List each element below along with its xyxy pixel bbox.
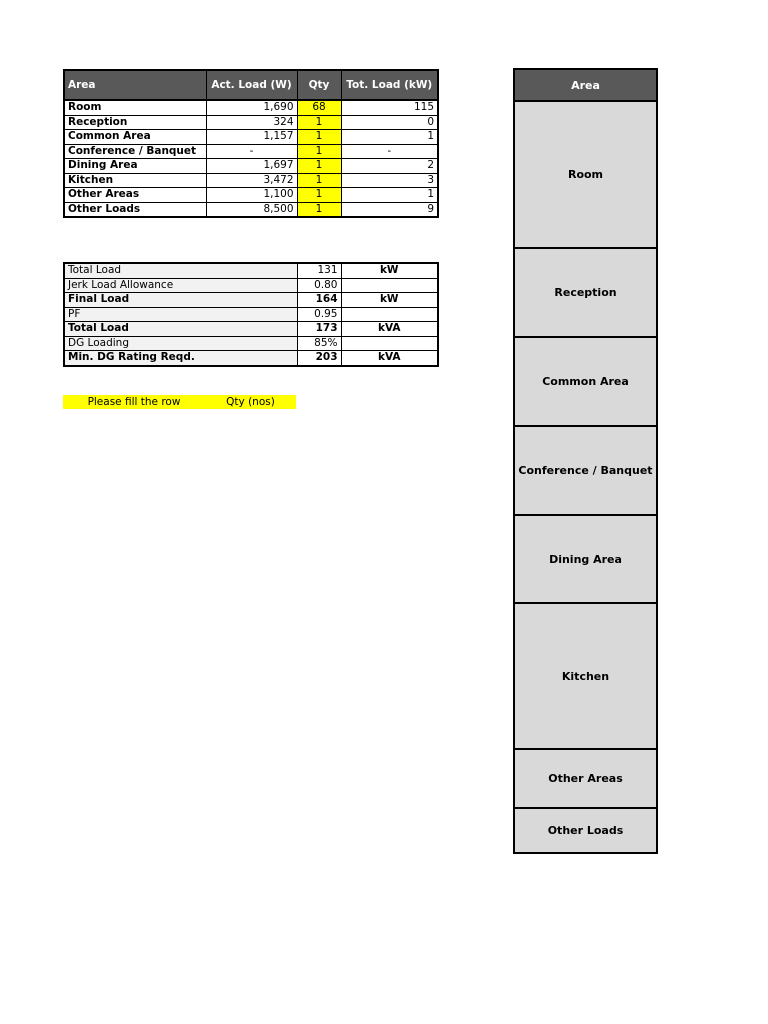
summary-unit: kW — [341, 263, 438, 278]
summary-value: 203 — [297, 351, 341, 366]
tot-load-cell: 115 — [341, 100, 438, 115]
tot-load-cell: 1 — [341, 188, 438, 203]
area-cell: Conference / Banquet — [64, 144, 206, 159]
side-cell-conference-banquet: Conference / Banquet — [515, 427, 656, 516]
load-table-header-row — [64, 70, 438, 100]
area-cell: Dining Area — [64, 159, 206, 174]
act-load-cell[interactable]: - — [206, 144, 297, 159]
table-row — [64, 159, 438, 174]
act-load-cell[interactable]: 3,472 — [206, 173, 297, 188]
summary-row — [64, 336, 438, 351]
summary-label: Total Load — [64, 263, 297, 278]
table-row — [64, 115, 438, 130]
summary-label: Min. DG Rating Reqd. — [64, 351, 297, 366]
tot-load-cell: - — [341, 144, 438, 159]
summary-value: 164 — [297, 293, 341, 308]
summary-label: Final Load — [64, 293, 297, 308]
summary-label: DG Loading — [64, 336, 297, 351]
table-row — [64, 144, 438, 159]
area-cell: Common Area — [64, 130, 206, 145]
side-column-header: Area — [515, 70, 656, 102]
summary-row — [64, 293, 438, 308]
summary-unit — [341, 336, 438, 351]
side-cell-kitchen: Kitchen — [515, 604, 656, 750]
qty-cell[interactable]: 1 — [297, 173, 341, 188]
summary-label: Total Load — [64, 322, 297, 337]
header-tot-load: Tot. Load (kW) — [341, 70, 438, 100]
summary-value[interactable]: 0.80 — [297, 278, 341, 293]
side-cell-room: Room — [515, 102, 656, 249]
summary-row — [64, 263, 438, 278]
area-cell: Other Areas — [64, 188, 206, 203]
table-row — [64, 173, 438, 188]
note-field: Qty (nos) — [226, 396, 275, 408]
area-cell: Room — [64, 100, 206, 115]
note-text: Please fill the row — [87, 396, 181, 408]
table-row — [64, 130, 438, 145]
side-cell-other-loads: Other Loads — [515, 809, 656, 852]
summary-value: 131 — [297, 263, 341, 278]
summary-row — [64, 278, 438, 293]
qty-cell[interactable]: 1 — [297, 144, 341, 159]
area-cell: Kitchen — [64, 173, 206, 188]
act-load-cell[interactable]: 324 — [206, 115, 297, 130]
tot-load-cell: 1 — [341, 130, 438, 145]
summary-unit: kVA — [341, 322, 438, 337]
act-load-cell[interactable]: 1,157 — [206, 130, 297, 145]
area-cell: Reception — [64, 115, 206, 130]
tot-load-cell: 0 — [341, 115, 438, 130]
qty-cell[interactable]: 1 — [297, 130, 341, 145]
table-row — [64, 188, 438, 203]
act-load-cell[interactable]: 8,500 — [206, 202, 297, 217]
tot-load-cell: 3 — [341, 173, 438, 188]
tot-load-cell: 2 — [341, 159, 438, 174]
qty-cell[interactable]: 1 — [297, 159, 341, 174]
side-cell-dining-area: Dining Area — [515, 516, 656, 604]
fill-instruction-note — [63, 395, 296, 409]
summary-label: Jerk Load Allowance — [64, 278, 297, 293]
header-qty: Qty — [297, 70, 341, 100]
area-side-column — [513, 68, 658, 854]
side-cell-other-areas: Other Areas — [515, 750, 656, 809]
table-row — [64, 202, 438, 217]
summary-value: 173 — [297, 322, 341, 337]
summary-unit — [341, 307, 438, 322]
summary-unit: kVA — [341, 351, 438, 366]
summary-unit: kW — [341, 293, 438, 308]
load-table — [63, 69, 439, 218]
side-cell-reception: Reception — [515, 249, 656, 338]
side-cell-common-area: Common Area — [515, 338, 656, 427]
summary-row — [64, 322, 438, 337]
header-area: Area — [64, 70, 206, 100]
summary-value[interactable]: 0.95 — [297, 307, 341, 322]
summary-value[interactable]: 85% — [297, 336, 341, 351]
summary-row — [64, 351, 438, 366]
table-row — [64, 100, 438, 115]
summary-row — [64, 307, 438, 322]
summary-unit — [341, 278, 438, 293]
qty-cell[interactable]: 68 — [297, 100, 341, 115]
tot-load-cell: 9 — [341, 202, 438, 217]
summary-label: PF — [64, 307, 297, 322]
area-cell: Other Loads — [64, 202, 206, 217]
act-load-cell[interactable]: 1,690 — [206, 100, 297, 115]
header-act-load: Act. Load (W) — [206, 70, 297, 100]
qty-cell[interactable]: 1 — [297, 188, 341, 203]
act-load-cell[interactable]: 1,697 — [206, 159, 297, 174]
summary-table — [63, 262, 439, 367]
qty-cell[interactable]: 1 — [297, 115, 341, 130]
act-load-cell[interactable]: 1,100 — [206, 188, 297, 203]
qty-cell[interactable]: 1 — [297, 202, 341, 217]
